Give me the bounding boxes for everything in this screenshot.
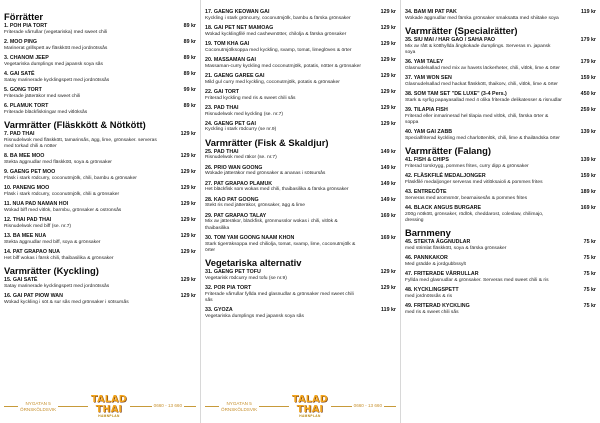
menu-item [4, 71, 196, 84]
menu-item-description: Stark tigerräksoppa med chiliolja, tomat, svamp, lime, coconutmjölk & örter [205, 241, 356, 253]
menu-item-name: 5. GONG TORT [4, 86, 42, 93]
menu-item [4, 39, 196, 52]
menu-item [405, 173, 596, 186]
menu-item-price: 129 kr [380, 9, 396, 15]
menu-item [205, 181, 396, 194]
menu-item-description: Serveras med aromsmör, bearnaisesås & pommes frites [405, 195, 528, 201]
address-street: NYGATAN 5 [226, 401, 252, 406]
menu-item [405, 37, 596, 56]
menu-item-price: 149 kr [380, 180, 396, 187]
menu-item-price: 75 kr [583, 271, 596, 278]
menu-item-name: 39. TILAPIA FISH [405, 107, 448, 114]
menu-item [4, 169, 196, 182]
menu-item-description: Friterad torskrygg, pommes frites, curry dipp & grönsaker [405, 163, 529, 169]
menu-item-description: Wokade äggnudlar med färska grönsaker smaksatta med shiitake soya [405, 15, 559, 21]
menu-item [405, 271, 596, 284]
menu-item-price: 129 kr [380, 72, 396, 79]
menu-item-price: 259 kr [580, 107, 596, 114]
menu-item [205, 285, 396, 304]
logo-line-2: THAI [95, 403, 123, 415]
menu-item-price: 129 kr [180, 153, 196, 160]
menu-item-name: 4. GAI SATÉ [4, 70, 35, 77]
menu-item-description: Risnudelwok med kyckling (se. nr.7) [205, 111, 284, 117]
menu-item-name: 9. GAENG PET MOO [4, 169, 56, 176]
restaurant-logo [289, 395, 331, 421]
menu-item-description: Kyckling i stark gröncurry, coconutmjölk, bambu & färska grönsaker [205, 15, 351, 21]
menu-item-name: 1. POH PIA TORT [4, 23, 48, 29]
menu-item-description: Fläsk i stark rödcurry, coconutmjölk, chili, bambu & grönsaker [4, 175, 137, 181]
menu-item-price: 149 kr [380, 148, 396, 155]
logo-line-2: THAI [296, 403, 324, 415]
menu-item [205, 149, 396, 162]
menu-item-description: Specialfriterad kyckling med charlottenlök, chili, lime & thailändska örter [405, 135, 560, 141]
menu-item-description: med ris & sweet chili sås [405, 309, 459, 315]
menu-item [405, 75, 596, 88]
menu-item-description: Glasnudelsallad med hackat fläskkött, thaikorv, chili, vitlök, lime & örter [405, 81, 558, 87]
menu-item-price: 129 kr [380, 269, 396, 276]
menu-item [405, 59, 596, 72]
menu-item [405, 107, 596, 126]
menu-item-name: 3. CHANOM JEEP [4, 54, 49, 61]
menu-item-name: 30. TOM YAM GOONG NAAM KHON [205, 235, 295, 241]
menu-item [205, 235, 396, 254]
menu-item-price: 189 kr [580, 189, 596, 196]
menu-item [205, 197, 396, 210]
menu-item-name: 14. PAT GRAPAO NUA [4, 249, 60, 255]
address-city: ÖRNSKÖLDSVIK [221, 406, 258, 412]
menu-item-description: Satay marinerade kycklingspett med jordnötssås [4, 77, 110, 83]
menu-item-description: Fyllda med glasnudlar & grönsaker. Serveras med sweet chili & ris [405, 278, 549, 283]
menu-item [4, 217, 196, 230]
menu-item-price: 129 kr [180, 201, 196, 208]
menu-item-price: 179 kr [580, 59, 596, 66]
section-title: Varmrätter (Falang) [405, 145, 491, 157]
menu-item-name: 24. GAENG PET GAI [205, 120, 256, 127]
menu-item-name: 8. BA MEE MOO [4, 153, 45, 160]
menu-item-description: Marinerat grillspett av fläskkött med jordnötssås [4, 45, 108, 51]
address-street: NYGATAN 5 [25, 401, 51, 406]
menu-item-description: Risnudelwok med räkor (se. nr.7) [205, 155, 277, 161]
menu-item [405, 91, 596, 104]
menu-item-description: Friterad kyckling med ris & sweet chili sås [205, 95, 296, 101]
address-city: ÖRNSKÖLDSVIK [20, 406, 57, 412]
menu-item [405, 157, 596, 170]
menu-item-name: 16. GAI PAT PIOW WAN [4, 292, 63, 299]
menu-item-name: 15. GAI SATÉ [4, 276, 38, 283]
menu-item-price: 159 kr [580, 75, 596, 82]
menu-item-price: 169 kr [580, 205, 596, 212]
menu-item-name: 11. NUA PAD NAMAN HOI [4, 201, 69, 208]
menu-item-price: 75 kr [583, 239, 596, 246]
menu-item-name: 23. PAD THAI [205, 104, 239, 111]
menu-item-description: Stekta äggnudlar med fläskkött, soya & grönsaker [4, 159, 112, 165]
page-1-content [4, 9, 196, 309]
menu-item-name: 32. POR PIA TORT [205, 285, 252, 292]
menu-item [4, 55, 196, 68]
logo-line-1: TALAD [292, 394, 328, 405]
section-title: Varmrätter (Kyckling) [4, 264, 99, 276]
menu-item-name: 26. PRIO WAN GOONG [205, 164, 263, 171]
menu-item [4, 23, 196, 36]
menu-item-description: Stekt ris med jätteräkor, grönsaker, ägg & lime [205, 203, 306, 209]
menu-item-price: 149 kr [380, 196, 396, 203]
menu-item-description: 200g nötkött, grönsaker, rödlök, cheddarost, coleslaw, chilimajo, dressing [405, 211, 544, 224]
page-footer [4, 394, 196, 419]
menu-item-description: Friterade jätteräkor med sweet chili [4, 93, 81, 99]
menu-item [405, 189, 596, 202]
menu-item [205, 121, 396, 134]
menu-page-1 [0, 0, 200, 423]
menu-item [405, 303, 596, 316]
menu-item-price: 75 kr [583, 303, 596, 310]
logo-subtitle: HAMNPLAN [98, 414, 120, 418]
menu-item-name: 37. YAM WON SEN [405, 75, 452, 82]
footer-address [219, 401, 259, 413]
menu-item-price: 89 kr [183, 23, 196, 29]
menu-item-name: 17. GAENG KEOWAN GAI [205, 9, 270, 15]
menu-item-name: 25. PAD THAI [205, 148, 239, 155]
menu-item [205, 9, 396, 22]
menu-item-name: 42. FLÄSKFILÉ MEDALJONGER [405, 173, 486, 180]
menu-item-price: 129 kr [180, 292, 196, 299]
menu-item-price: 99 kr [183, 86, 196, 93]
menu-item-description: Het bläckfisk som wokas med chili, thaibasilika & färska grönsaker [205, 187, 349, 193]
menu-item-price: 75 kr [583, 287, 596, 294]
menu-item-name: 33. GYOZA [205, 307, 233, 314]
menu-item-price: 169 kr [380, 235, 396, 241]
menu-item-price: 119 kr [580, 9, 596, 15]
menu-item [205, 213, 396, 232]
section-title: Förrätter [4, 11, 44, 22]
menu-item-price: 119 kr [380, 307, 396, 314]
menu-item [405, 239, 596, 252]
menu-item-description: Risnudelwok med fläskkött, tamarinsås, ägg, lime, grönsaker. serveras med torkad chili & nötter [4, 137, 157, 149]
menu-item [4, 153, 196, 166]
menu-item [4, 131, 196, 150]
menu-item-price: 129 kr [380, 24, 396, 31]
page-3-content [405, 9, 596, 319]
menu-item-description: Het biff wokas i färsk chili, thaibasilika & grönsaker [4, 255, 114, 261]
menu-item-name: 13. BA MEE NUA [4, 233, 47, 240]
menu-item-name: 20. MASSAMAN GAI [205, 56, 256, 63]
menu-item-description: Friterade vårrullar fyllda med glasnudlar & grönsaker med sweet chili sås [205, 291, 354, 303]
menu-item-price: 129 kr [180, 276, 196, 283]
menu-item-price: 129 kr [380, 120, 396, 127]
menu-page-3 [400, 0, 600, 423]
menu-item [205, 25, 396, 38]
menu-item-description: Massaman-curry kyckling med coconutmjölk, potatis, nötter & grönsaker [205, 63, 362, 69]
menu-item-description: Friterade bläckfiskringar med vitlöksås [4, 109, 88, 115]
menu-item-description: med strimlat fläskkött, soya & färska grönsaker [405, 246, 507, 252]
section-title: Barnmeny [405, 227, 451, 239]
menu-item-description: Wokad biff med vitlök, barmbu, grönsaker & ostronsås [4, 207, 122, 213]
menu-item-name: 41. FISH & CHIPS [405, 157, 449, 164]
menu-item-price: 129 kr [180, 233, 196, 240]
menu-item-description: Satay marinerade kycklingspett med jordnötssås [4, 283, 110, 289]
menu-item-name: 43. ENTRECÔTE [405, 189, 447, 196]
menu-item [4, 293, 196, 306]
page-2-content [205, 9, 396, 323]
section-title: Varmrätter (Fisk & Skaldjur) [205, 136, 329, 148]
menu-item-price: 129 kr [380, 88, 396, 95]
menu-item-description: Friterad eller inmarinerad hel tilapia med vitlök, chili, färska örter & soppa [405, 113, 549, 125]
menu-item-price: 169 kr [380, 212, 396, 219]
page-footer [205, 394, 396, 419]
menu-item-description: Kyckling i stark rödcurry (se nr.9) [205, 127, 277, 133]
menu-item [205, 307, 396, 320]
menu-item-name: 31. GAENG PET TOFU [205, 269, 261, 276]
menu-item-name: 34. BAM MI PAT PAK [405, 9, 457, 15]
menu-item-name: 2. MOO PING [4, 38, 37, 45]
menu-item-price: 129 kr [380, 285, 396, 292]
menu-item-price: 89 kr [183, 70, 196, 77]
menu-item-description: Coconutmjölksoppa med kyckling, svamp, tomat, limeglöves & örter [205, 47, 352, 53]
restaurant-logo [88, 395, 130, 421]
menu-item [4, 87, 196, 100]
menu-item [205, 105, 396, 118]
menu-item-price: 179 kr [580, 36, 596, 43]
menu-page-2 [200, 0, 400, 423]
menu-item-price: 75 kr [583, 255, 596, 262]
menu-item-name: 28. KAO PAT GOONG [205, 196, 259, 203]
logo-line-1: TALAD [91, 394, 127, 405]
section-title: Varmrätter (Fläskkött & Nötkött) [4, 118, 146, 130]
menu-item-name: 6. PLAMUK TORT [4, 102, 49, 109]
menu-item [405, 255, 596, 268]
menu-item-description: Stekta äggnudlar med biff, soya & grönsaker [4, 239, 101, 245]
menu-item [405, 9, 596, 22]
menu-item-price: 129 kr [380, 56, 396, 63]
menu-item-price: 129 kr [180, 217, 196, 224]
menu-item-price: 139 kr [580, 157, 596, 164]
menu-item-price: 129 kr [180, 185, 196, 192]
menu-item-name: 12. THAI PAD THAI [4, 217, 52, 224]
footer-phone: 0660 - 13 660 [353, 403, 382, 408]
menu-item-description: Glasnudelsallad med mix av havets läckerheter, chili, vitlök, lime & örter [405, 65, 560, 71]
menu-item-description: Mix av jätteräkor, bläckfisk, grönmusslor wokas i chili, vitlök & thaibasilika [205, 219, 338, 231]
menu-item [205, 269, 396, 282]
menu-item-price: 129 kr [180, 130, 196, 137]
menu-item-name: 47. FRITERADE VÅRRULLAR [405, 271, 479, 278]
menu-item-description: Fläsk i stark rödcurry, coconutmjölk, chili & grönsaker [4, 191, 120, 197]
menu-item-price: 129 kr [180, 169, 196, 176]
menu-item-price: 129 kr [380, 104, 396, 111]
menu-item-name: 10. PANENG MOO [4, 185, 50, 192]
menu-item-description: Wokad kycklingfilé med cashewnötter, chilolja & färska grönsaker [205, 31, 347, 37]
menu-item-name: 44. BLACK ANGUS BURGARE [405, 205, 482, 212]
menu-item-price: 129 kr [380, 40, 396, 47]
menu-item [205, 41, 396, 54]
menu-item-description: Vegetariska dumplings med japansk soya sås [205, 313, 304, 319]
menu-item [4, 185, 196, 198]
menu-item-name: 22. GAI TORT [205, 88, 240, 95]
menu-item [205, 73, 396, 86]
section-title: Varmrätter (Specialrätter) [405, 24, 518, 36]
menu-item-description: Risnudelwok med biff (se. nr.7) [4, 223, 72, 229]
menu-item-name: 29. PAT GRAPAO TALAY [205, 212, 267, 219]
menu-item-price: 89 kr [183, 102, 196, 109]
menu-item-name: 27. PAT GRAPAO PLAMUK [205, 180, 273, 187]
menu-item-description: Vegetariska dumplings med japansk soya sås [4, 61, 103, 67]
section-title: Vegetariska alternativ [205, 257, 302, 269]
menu-item [405, 205, 596, 224]
menu-item-price: 139 kr [580, 129, 596, 136]
menu-item-price: 159 kr [580, 173, 596, 180]
menu-item-name: 7. PAD THAI [4, 130, 35, 137]
logo-subtitle: HAMNPLAN [299, 414, 321, 418]
menu-item-description: med jordnötssås & ris [405, 293, 453, 299]
menu-item-name: 18. GAI PET NET MAMOAG [205, 24, 274, 31]
menu-item-description: Wokade jätteräkor med grönsaker & ananas i sötsursås [205, 171, 326, 177]
menu-item-price: 450 kr [580, 91, 596, 98]
menu-item-description: Wokad kyckling i söt & sur sås med grönsaker i sötsursås [4, 299, 129, 305]
menu-item [4, 277, 196, 290]
menu-item-name: 35. SIU MAI / HAR GAO / SAHA PAO [405, 36, 496, 43]
menu-item-price: 89 kr [183, 54, 196, 61]
menu-item-name: 38. SOM TAM SET "DE LUXE" (3-4 Pers.) [405, 91, 507, 98]
menu-item-name: 36. YAM TALEY [405, 59, 444, 66]
menu-item-description: Med grädde & jordgubbssylt [405, 262, 466, 268]
menu-item [205, 57, 396, 70]
menu-item-description: Mix av rått & kötthyllda ångkokade dumplings. Serveras m. japansk soya [405, 43, 551, 55]
menu-item-name: 19. TOM KHA GAI [205, 40, 250, 47]
menu-item-description: Vegetarisk rödcurry med tofu (se nr.9) [205, 275, 287, 281]
menu-item-price: 129 kr [180, 249, 196, 255]
menu-item-name: 45. STEKTA ÄGGNUDLAR [405, 239, 471, 246]
menu-item [205, 165, 396, 178]
menu-item [4, 233, 196, 246]
menu-item-description: Mild gul curry med kyckling, coconutmjölk, potatis & grönsaker [205, 79, 340, 85]
menu-item-name: 21. GAENG GAREE GAI [205, 72, 265, 79]
menu-item-name: 40. YAM GAI ZABB [405, 129, 453, 136]
footer-address [18, 401, 58, 413]
menu-item [4, 201, 196, 214]
menu-item-description: Fläskfilé medaljonger serveras med vitlöksaioli & pommes frites [405, 179, 543, 185]
menu-item [4, 103, 196, 116]
menu-item-price: 89 kr [183, 38, 196, 45]
menu-item-description: Friterade vårrullar (vegetariska) med sweet chili [4, 29, 108, 35]
menu-item-name: 48. KYCKLINGSPETT [405, 287, 459, 294]
menu-item-description: Stark & syrlig papayasallad med 4 olika friterade delikatesser & risnudlar [405, 97, 562, 103]
menu-item-name: 46. PANNKAKOR [405, 255, 448, 262]
footer-phone: 0660 - 13 660 [153, 403, 182, 408]
menu-item-name: 49. FRITERAD KYCKLING [405, 303, 470, 310]
menu-item [205, 89, 396, 102]
menu-item-price: 149 kr [380, 164, 396, 171]
menu-item [4, 249, 196, 262]
menu-item [405, 129, 596, 142]
menu-item [405, 287, 596, 300]
